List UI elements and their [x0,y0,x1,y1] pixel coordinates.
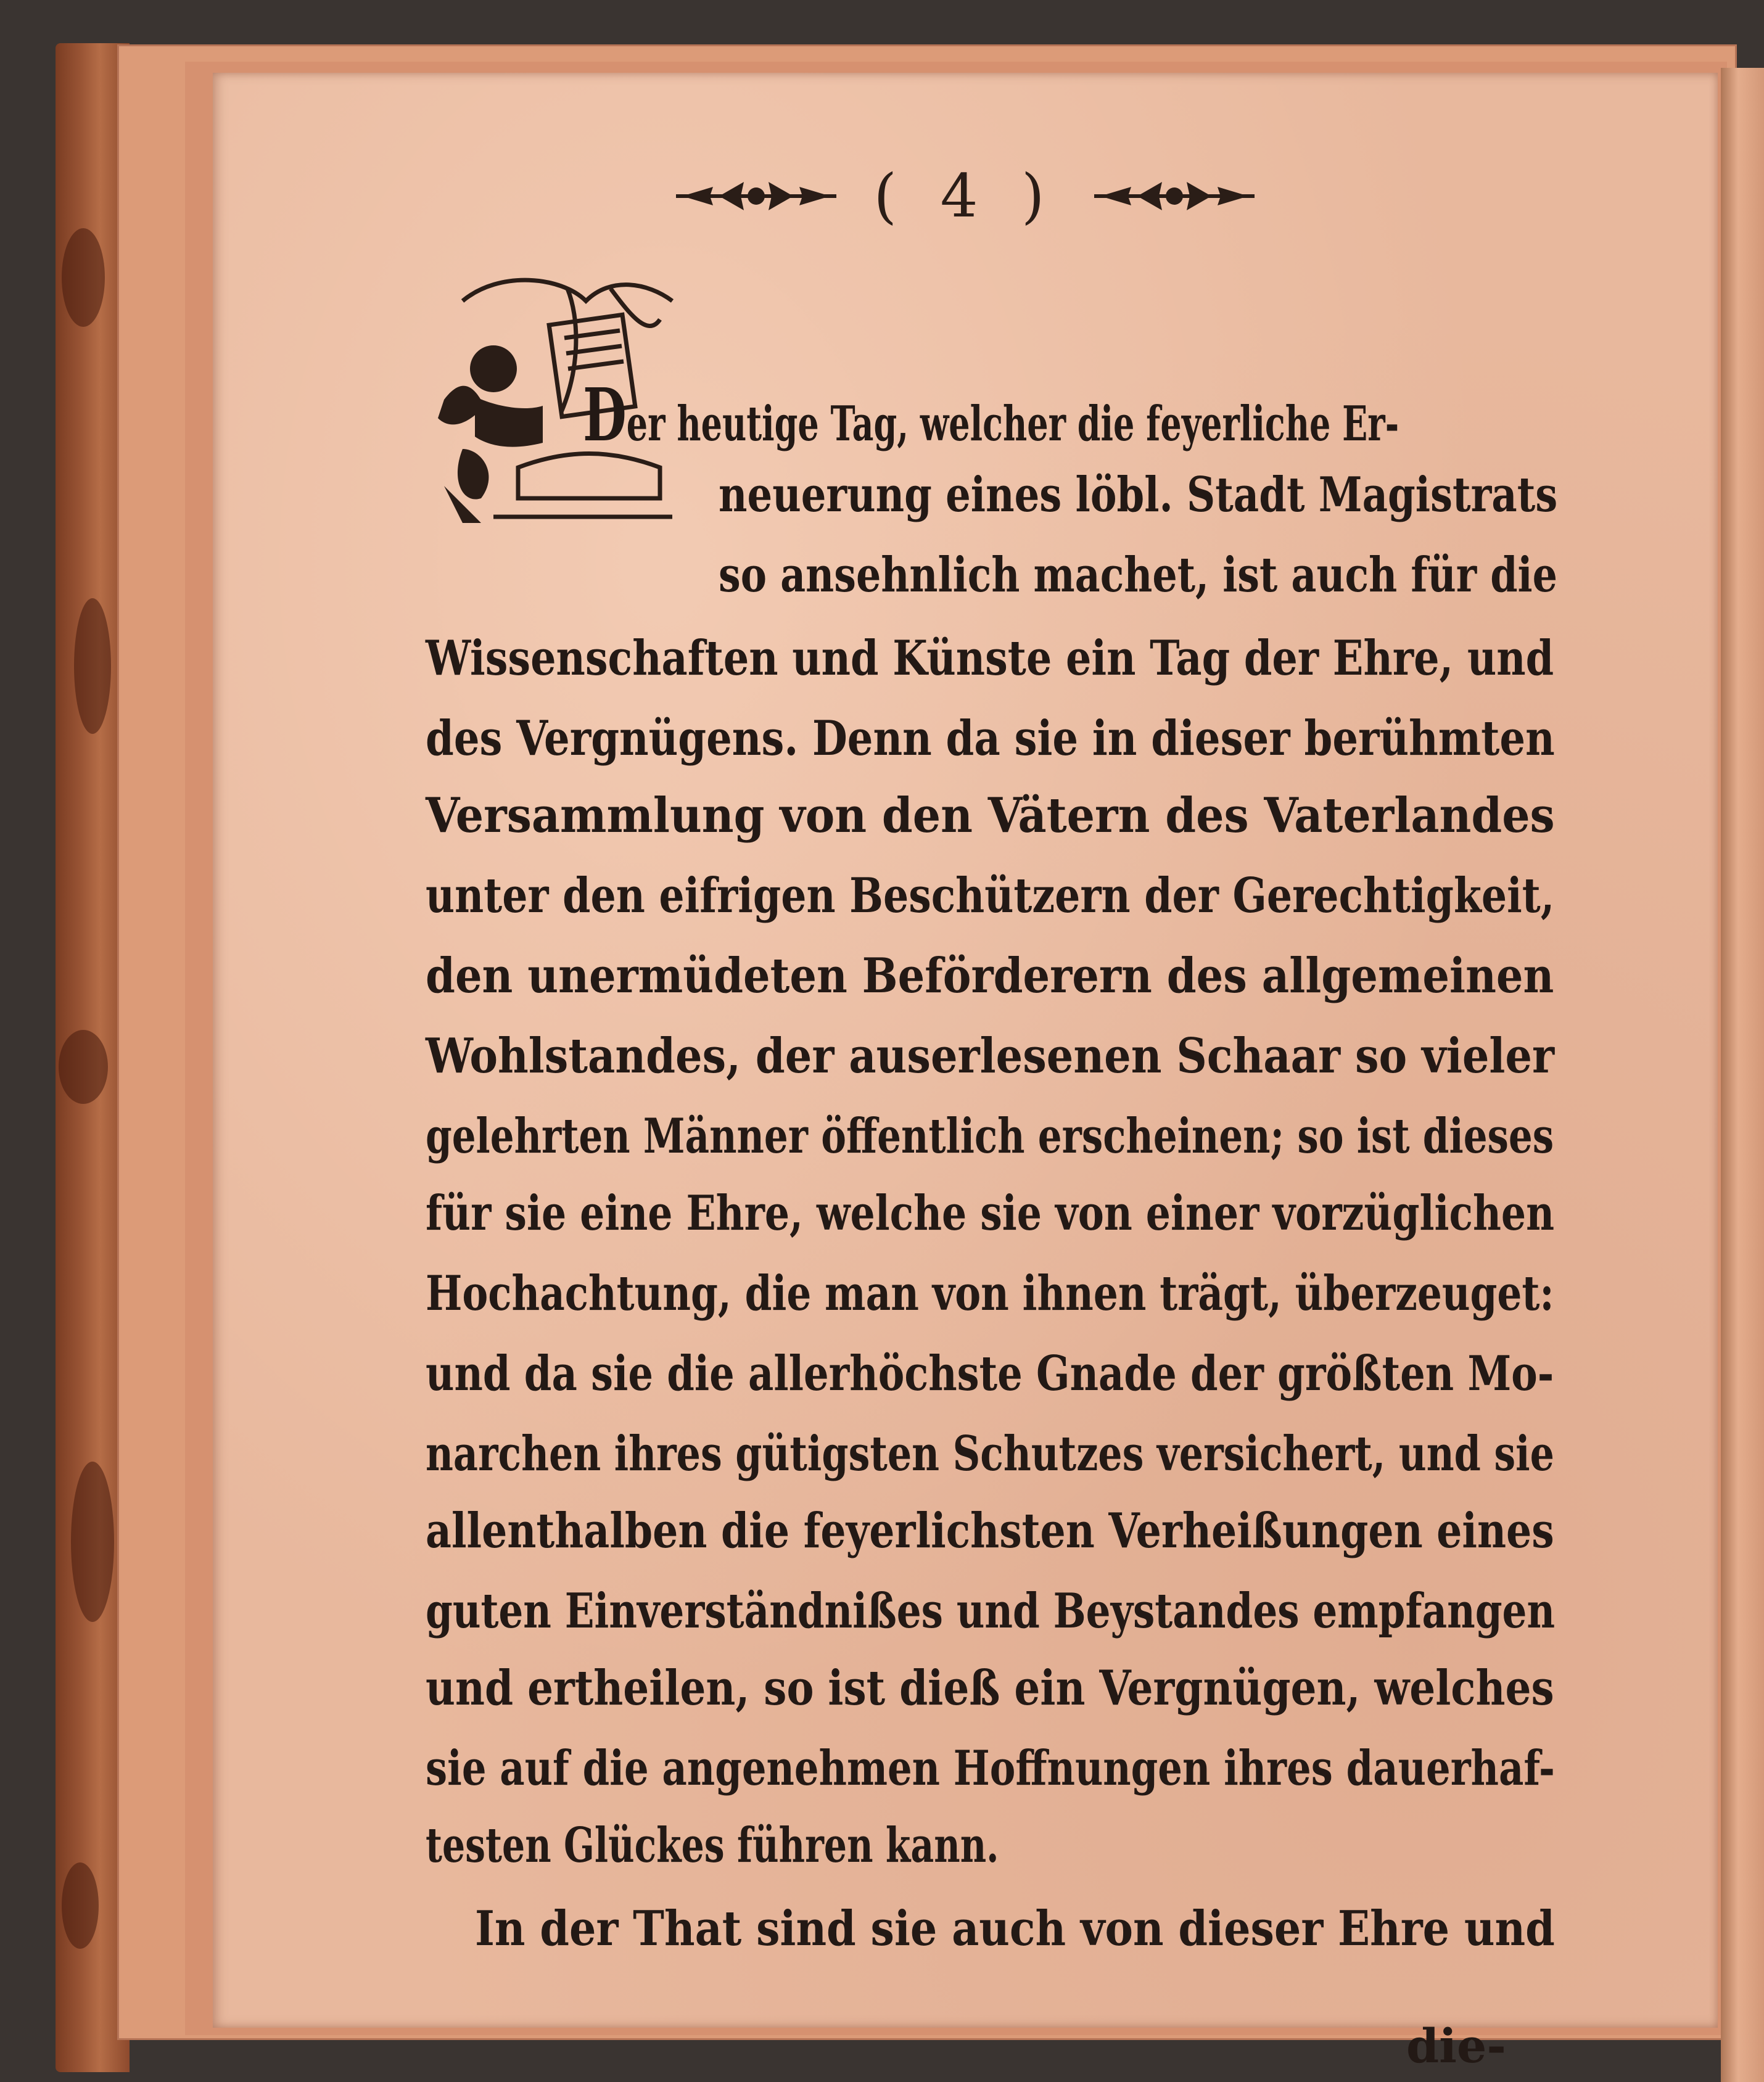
catchword: die- [1406,2018,1506,2073]
text-line: des Vergnügens. Denn da sie in dieser berühmten [426,710,1555,767]
text-line: und ertheilen, so ist dieß ein Vergnügen, welches [426,1660,1554,1716]
text-line: Wohlstandes, der auserlesenen Schaar so vieler [426,1028,1555,1084]
text-line: Wissenschaften und Künste ein Tag der Ehre, und [426,630,1554,686]
text-line: für sie eine Ehre, welche sie von einer vorzüglichen [426,1185,1555,1241]
text-line: guten Einverständnißes und Beystandes empfangen [426,1583,1556,1639]
page-header [213,159,1718,233]
text-line: Hochachtung, die man von ihnen trägt, überzeuget: [426,1265,1554,1322]
first-letter: D [583,372,627,458]
text-line: so ansehnlich machet, ist auch für die [719,547,1557,603]
page-number: ( 4 ) [873,162,1057,231]
text-line: testen Glückes führen kann. [426,1817,999,1874]
text-line: und da sie die allerhöchste Gnade der größten Mo- [426,1346,1554,1402]
text-line: sie auf die angenehmen Hoffnungen ihres dauerhaf- [426,1740,1555,1796]
facing-page-edge [1721,68,1764,2082]
text-line: den unermüdeten Beförderern des allgemeinen [426,948,1554,1004]
text-line: Versammlung von den Vätern des Vaterlandes [426,788,1555,844]
left-header-ornament-icon [676,175,836,218]
text-line: gelehrten Männer öffentlich erscheinen; so ist dieses [426,1108,1554,1164]
text-line: neuerung eines löbl. Stadt Magistrats [719,467,1558,523]
text-line: narchen ihres gütigsten Schutzes versichert, und sie [426,1426,1554,1482]
text-line: In der That sind sie auch von dieser Ehre und [475,1901,1555,1957]
right-header-ornament-icon [1094,175,1255,218]
text-line: unter den eifrigen Beschützern der Gerechtigkeit, [426,868,1555,924]
text-line [583,372,1399,458]
text-line: allenthalben die feyerlichsten Verheißungen eines [426,1503,1554,1559]
printed-page [213,73,1718,2073]
first-line-rest: er heutige Tag, welcher die feyerliche Er- [626,396,1399,452]
